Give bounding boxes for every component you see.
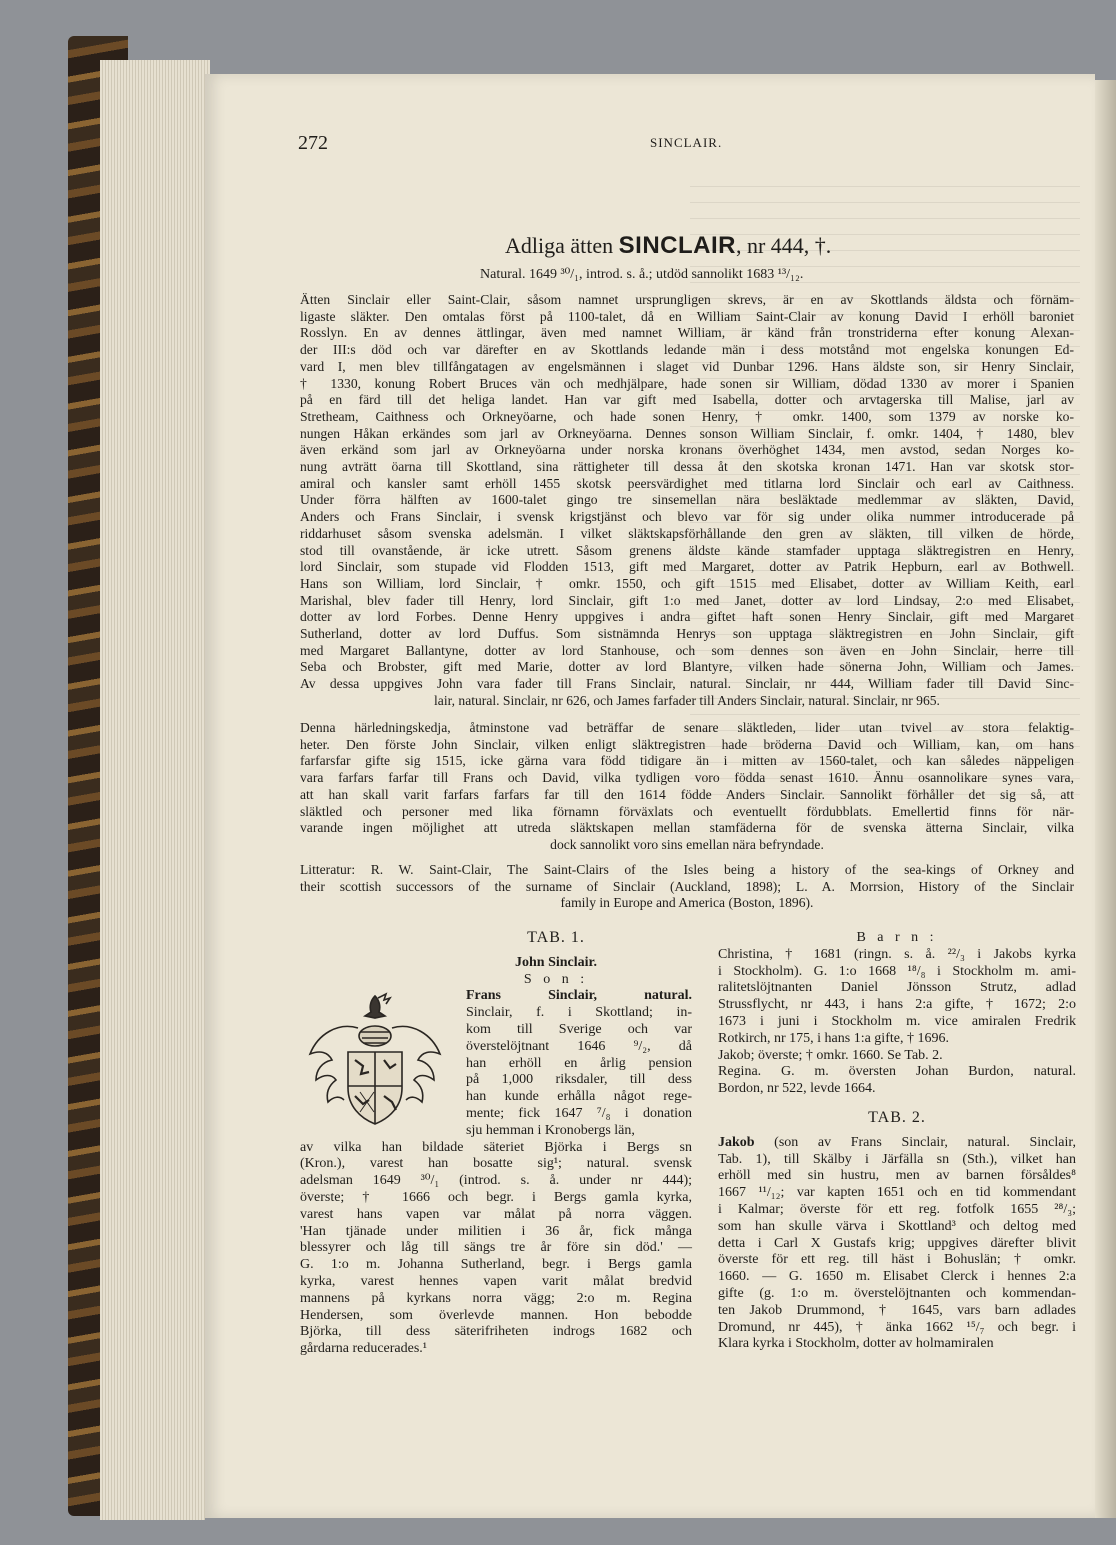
text-line: Hendersen, som överlevde mannen. Hon bebodde xyxy=(300,1307,692,1323)
text-line: släktled och personer med lika förnamn förväxlats och eventuellt fördubblats. Emellertid finns för när- xyxy=(300,803,1074,819)
text-line: ligaste släkter. Den omtalas först på 1100-talet, då en William Saint-Clair av konung David I erhöll baroniet xyxy=(300,308,1074,324)
text-line: Rotkirch, nr 175, i hans 1:a gifte, † 1696. xyxy=(718,1030,949,1046)
text-line: att han skall varit farfars farfars far till den 1614 födde Anders Sinclair. Sannolikt förhåller det sig så, att xyxy=(300,786,1074,802)
text-line: Regina. G. m. översten Johan Burdon, natural. xyxy=(718,1064,1076,1080)
text-line: Hans son William, lord Sinclair, † omkr. 1550, och gift 1515 med Elisabet, dotter av William Keith, earl xyxy=(300,575,1074,591)
text-line: i Stockholm). G. 1:o 1668 ¹⁸/₈ i Stockholm m. ami- xyxy=(718,963,1076,979)
name-jakob: Jakob xyxy=(718,1134,755,1150)
text-line: gårdarna reducerades.¹ xyxy=(300,1341,428,1357)
text-line: Björka, till dess säterifriheten indrogs 1682 och xyxy=(300,1324,692,1340)
text-line: erhöll med sin hustru, men av barnen försåldes⁸ xyxy=(718,1168,1076,1184)
critique-paragraph xyxy=(300,720,1074,854)
text-line: 1667 ¹¹/₁₂; var kapten 1651 och en tid kommendant xyxy=(718,1185,1076,1201)
text-line: Litteratur: R. W. Saint-Clair, The Saint-Clairs of the Isles being a history of the sea-kings of Orkney and xyxy=(300,862,1074,877)
text-line: mente; fick 1647 ⁷/₈ i donation xyxy=(466,1105,692,1121)
text-line: som han skulle värva i Skottland³ och deltog med xyxy=(718,1218,1076,1234)
text-line: i Kalmar; överste för ett reg. fotfolk 1655 ²⁸/₃; xyxy=(718,1201,1076,1217)
tab1-son-label: S o n : xyxy=(523,971,589,987)
text-line: kom till Sverige och var xyxy=(466,1021,692,1037)
text-line: Christina, † 1681 (ringn. s. å. ²²/₃ i Jakobs kyrka xyxy=(718,946,1076,962)
text-line: gifte (g. 1:o m. överstelöjtnanten och kommendan- xyxy=(718,1285,1076,1301)
tab1-children-column xyxy=(718,930,1076,1353)
title-suffix: , nr 444, †. xyxy=(735,233,832,258)
page-number: 272 xyxy=(298,132,328,154)
text-line: G. 1:o m. Johanna Sutherland, begr. i Bergs gamla xyxy=(300,1257,692,1273)
text-line: varest hans vapen var målat på norra väggen. xyxy=(300,1206,692,1222)
barn-label: B a r n : xyxy=(856,930,938,945)
tab2-heading: TAB. 2. xyxy=(868,1108,926,1126)
text-line: blessyrer och låg till sängs tre år före sin död.' — xyxy=(300,1240,692,1256)
text-line: Sutherland, dotter av lord Duffus. Som sistnämnda Henrys son upptaga släktregistren en John Sinclair, gift xyxy=(300,626,1074,642)
literature-paragraph xyxy=(300,862,1074,912)
text-line: överste för ett reg. till häst i Bohuslän; † omkr. xyxy=(718,1252,1076,1268)
text-line: överstelöjtnant 1646 ⁹/₂, då xyxy=(466,1038,692,1054)
text-line: Tab. 1), till Skälby i Järfälla sn (Sth.), vilket han xyxy=(718,1151,1076,1167)
text-line: Bordon, nr 522, levde 1664. xyxy=(718,1081,876,1097)
text-line: Anders och Frans Sinclair, i svensk krigstjänst och blevo var för sig under olika nummer introducerade på xyxy=(300,509,1074,525)
text-line: farfarsfar gifte sig 1515, icke gärna vara född tidigare än i mitten av 1560-talet, och kan således näppeligen xyxy=(300,753,1074,769)
text-line: ten Jakob Drummond, † 1645, vars barn adlades xyxy=(718,1302,1076,1318)
text-line: Rosslyn. En av dennes ättlingar, även med namnet William, är känd från tronstriderna efter konung Alexan- xyxy=(300,325,1074,341)
background-strip xyxy=(205,1518,1116,1545)
text-line: Under förra hälften av 1600-talet gingo tre sinsemellan nära besläktade medlemmar av släkten, David, xyxy=(300,492,1074,508)
text-line: 1673 i juni i Stockholm m. vice amiralen Fredrik xyxy=(718,1013,1076,1029)
text-line: på en färd till det heliga landet. Han var gift med Isabella, dotter och arvtagerska till Malise, jarl av xyxy=(300,392,1074,408)
text-line: Sinclair, f. i Skottland; in- xyxy=(466,1005,692,1021)
page-title xyxy=(505,232,831,260)
text-line: Seba och Brobster, gift med Marie, dotter av lord Blantyre, vilken hade sönerna John, William och James. xyxy=(300,659,1074,675)
text-line: riddarhuset såsom svenska adelsmän. I vilket släktskapsförhållande den gren av släkten, till vilken de hörde, xyxy=(300,525,1074,541)
text-line: Dromund, nr 445), † änka 1662 ¹⁵/₇ och begr. i xyxy=(718,1319,1076,1335)
text-line: Av dessa uppgives John vara fader till Frans Sinclair, natural. Sinclair, nr 444, William fader till David Sinc- xyxy=(300,676,1074,692)
text-line: 1660. — G. 1650 m. Elisabet Clerck i hennes 2:a xyxy=(718,1269,1076,1285)
tab1-column xyxy=(300,930,692,1358)
page-stack-edge xyxy=(100,60,210,1520)
tab1-heading: TAB. 1. xyxy=(527,929,585,946)
text-line: även erkänd som jarl av Orkneyöarna under norska kronans överhöghet 1434, men avstod, sedan Norges ko- xyxy=(300,442,1074,458)
text-line: their scottish successors of the surname of Sinclair (Auckland, 1898); L. A. Morrsion, History of the Sinclair xyxy=(300,878,1074,894)
text-line: nung avträtt öarna till Skottland, sina rättigheter till dessa åt den skotska kronan 1471. Han var skotsk stor- xyxy=(300,459,1074,475)
coat-of-arms-icon xyxy=(300,988,450,1138)
text-line: lord Sinclair, som stupade vid Flodden 1513, gift med Margaret, dotter av Patrik Hepburn, earl av Bothwell. xyxy=(300,559,1074,575)
barn-entries xyxy=(718,947,1076,1098)
text-line: amiral och kansler samt erhöll 1455 skotsk peersvärdighet med titlarna lord Sinclair och earl av Caithness. xyxy=(300,475,1074,491)
text-line: varande ingen möjlighet att utreda släktskapen mellan stamfäderna för de svenska ätterna Sinclair, vilka xyxy=(300,820,1074,836)
text-line: stod till ovanstående, är icke utrett. Såsom grenens äldste kände stamfader upptaga släktregistren en Henry, xyxy=(300,542,1074,558)
tab2-body xyxy=(718,1135,1076,1353)
tab1-person: John Sinclair. xyxy=(515,954,597,970)
facing-page-edge xyxy=(1095,80,1116,1520)
text-line: Stretheam, Caithness och Orkneyöarne, och hade sonen Henry, † omkr. 1400, som 1379 av norske ko- xyxy=(300,408,1074,424)
text-line: † 1330, konung Robert Bruces vän och medhjälpare, hade sonen sir William, dödad 1330 av morer i Spanien xyxy=(300,375,1074,391)
text-line: Marishal, blev fader till Henry, lord Sinclair, gift 1:o med Janet, dotter av lord Lindsay, 2:o med Elisabet, xyxy=(300,592,1074,608)
intro-paragraph xyxy=(300,292,1074,710)
running-title: SINCLAIR. xyxy=(650,135,723,150)
text-line: vara farfars farfar till Frans och David, vilka tydligen voro födda senast 1610. Ännu osannolikare synes vara, xyxy=(300,770,1074,786)
text-line: Denna härledningskedja, åtminstone vad beträffar de senare släktleden, lider utan tvivel av stora felaktig- xyxy=(300,720,1074,735)
text-line: nungen Håkan erkändes som jarl av Orkneyöarna. Dennes sonson William Sinclair, f. omkr. 1404, † 1480, blev xyxy=(300,425,1074,441)
tab1-body xyxy=(300,1140,692,1358)
text-line: vard I, men blev tillfångatagen av engelsmännen i slaget vid Dunbar 1296. Hans äldste son, sir Henry Sinclair, xyxy=(300,358,1074,374)
text-line: family in Europe and America (Boston, 1896). xyxy=(560,895,814,911)
coat-of-arms xyxy=(300,988,460,1138)
text-line: der III:s död och var därefter en av Skottlands ledande män i dess motstånd mot engelska konungen Ed- xyxy=(300,342,1074,358)
text-line: Frans Sinclair, natural. xyxy=(466,988,692,1004)
text-line: dotter av lord Forbes. Denne Henry uppgives i andra giftet haft sonen Henry Sinclair, gift med Margaret xyxy=(300,609,1074,625)
text-line: han erhöll en årlig pension xyxy=(466,1055,692,1071)
text-line: Klara kyrka i Stockholm, dotter av holmamiralen xyxy=(718,1336,994,1352)
text-line: Strussflycht, nr 443, i hans 2:a gifte, † 1672; 2:o xyxy=(718,997,1076,1013)
text-line: han kunde erhålla något rege- xyxy=(466,1089,692,1105)
text-line: ralitetslöjtnanten Daniel Jönsson Strutz, adlad xyxy=(718,980,1076,996)
text-line: sju hemman i Kronobergs län, xyxy=(466,1122,635,1138)
text-line: heter. Den förste John Sinclair, vilken enligt släktregistren hade bröderna David och William, kan, om hans xyxy=(300,736,1074,752)
family-name: SINCLAIR xyxy=(618,232,736,259)
title-prefix: Adliga ätten xyxy=(505,233,619,258)
text-line: med Margaret Ballantyne, dotter av lord Stanhouse, och som dennes son även en John Sinclair, herre till xyxy=(300,642,1074,658)
text-line: (Kron.), varest han bosatte sig¹; natural. svensk xyxy=(300,1156,692,1172)
page-subtitle: Natural. 1649 ³⁰/₁, introd. s. å.; utdöd sannolikt 1683 ¹³/₁₂. xyxy=(480,267,804,282)
tab1-coat-text xyxy=(466,988,692,1139)
text-line: överste; † 1666 och begr. i Bergs gamla kyrka, xyxy=(300,1189,692,1205)
text-line: av vilka han bildade säteriet Björka i Bergs sn xyxy=(300,1139,692,1155)
text-line: på 1,000 riksdaler, till dess xyxy=(466,1072,692,1088)
text-line: 'Han tjänade under militien i 36 år, fick många xyxy=(300,1223,692,1239)
text-line: Jakob (son av Frans Sinclair, natural. Sinclair, xyxy=(718,1134,1076,1150)
text-line: detta i Carl X Gustafs krig; uppgives därefter blivit xyxy=(718,1235,1076,1251)
text-line: lair, natural. Sinclair, nr 626, och James farfader till Anders Sinclair, natural. Sinclair, nr 965. xyxy=(434,692,940,708)
text-line: Ätten Sinclair eller Saint-Clair, såsom namnet ursprungligen skrevs, är en av Skottlands äldsta och förnäm- xyxy=(300,292,1074,307)
text-line: Jakob; överste; † omkr. 1660. Se Tab. 2. xyxy=(718,1047,943,1063)
text-line: kyrka, varest hennes vapen varit målat bredvid xyxy=(300,1273,692,1289)
text-line: dock sannolikt voro sins emellan nära befryndade. xyxy=(550,836,824,852)
text-line: adelsman 1649 ³⁰/₁ (introd. s. å. under nr 444); xyxy=(300,1173,692,1189)
text-line: mannens på kyrkans norra vägg; 2:o m. Regina xyxy=(300,1290,692,1306)
